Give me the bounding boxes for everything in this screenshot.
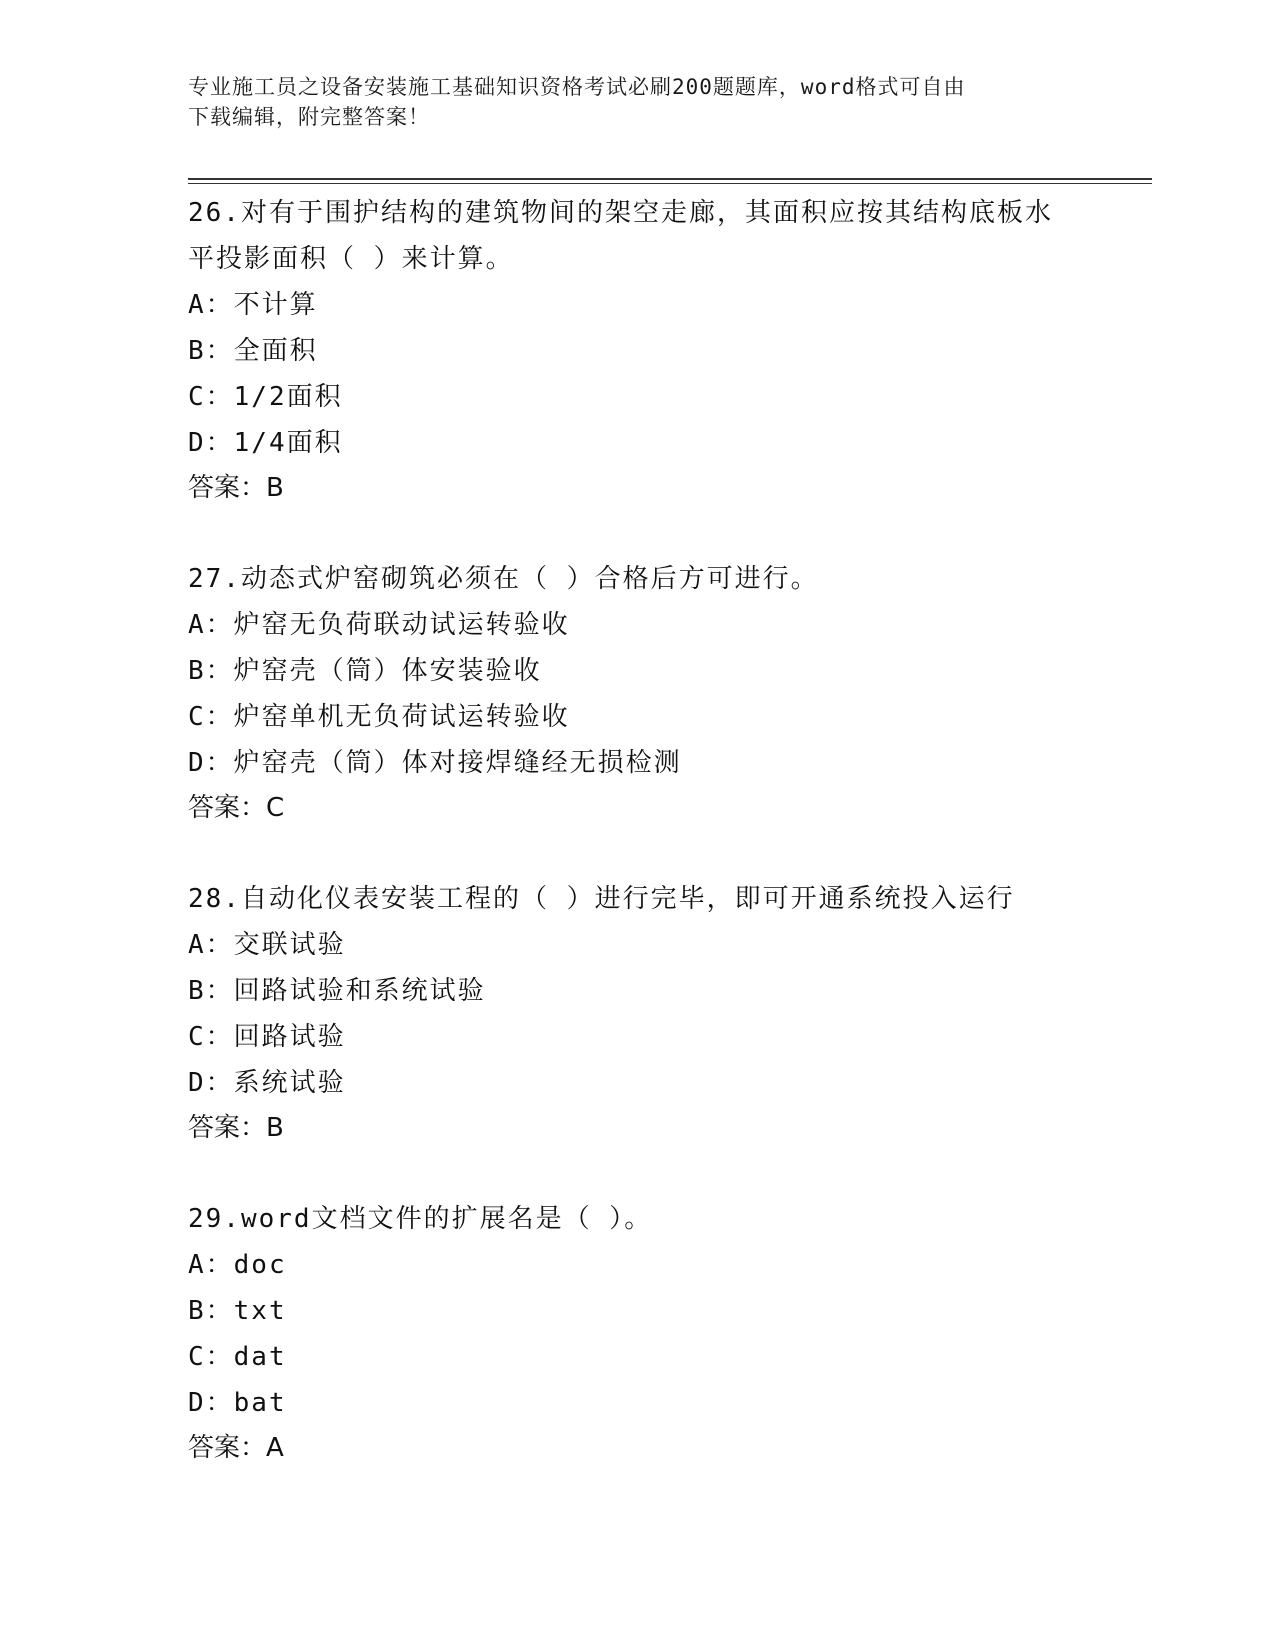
option-a: A：交联试验 <box>188 930 346 960</box>
question-spacer <box>188 830 1088 876</box>
question-stem: 29.word文档文件的扩展名是（ ）。 <box>188 1204 653 1234</box>
option-d: D：1/4面积 <box>188 428 343 458</box>
header-divider-thick <box>188 178 1152 180</box>
question-stem: 27.动态式炉窑砌筑必须在（ ）合格后方可进行。 <box>188 564 819 594</box>
answer-line: 答案：C <box>188 793 285 823</box>
answer-line: 答案：B <box>188 473 284 503</box>
header-line-1: 专业施工员之设备安装施工基础知识资格考试必刷200题题库，word格式可自由 <box>188 75 966 99</box>
document-header <box>188 72 1068 132</box>
option-d: D：bat <box>188 1388 287 1418</box>
question-stem: 28.自动化仪表安装工程的（ ）进行完毕，即可开通系统投入运行 <box>188 884 1015 914</box>
option-c: C：炉窑单机无负荷试运转验收 <box>188 702 570 732</box>
answer-line: 答案：B <box>188 1113 284 1143</box>
option-b: B：回路试验和系统试验 <box>188 976 486 1006</box>
option-b: B：全面积 <box>188 336 318 366</box>
header-line-2: 下载编辑，附完整答案！ <box>188 105 430 129</box>
question-stem: 26.对有于围护结构的建筑物间的架空走廊，其面积应按其结构底板水平投影面积（ ）来计算。 <box>188 198 1053 274</box>
option-d: D：炉窑壳（筒）体对接焊缝经无损检测 <box>188 748 682 778</box>
question-spacer <box>188 1150 1088 1196</box>
option-c: C：1/2面积 <box>188 382 343 412</box>
option-a: A：炉窑无负荷联动试运转验收 <box>188 610 570 640</box>
question-27 <box>188 556 1088 830</box>
answer-line: 答案：A <box>188 1433 284 1463</box>
option-b: B：txt <box>188 1296 287 1326</box>
header-divider-thin <box>188 183 1152 184</box>
option-d: D：系统试验 <box>188 1068 346 1098</box>
option-c: C：dat <box>188 1342 287 1372</box>
question-list <box>188 190 1088 1470</box>
question-26 <box>188 190 1088 510</box>
option-b: B：炉窑壳（筒）体安装验收 <box>188 656 542 686</box>
option-a: A：不计算 <box>188 290 318 320</box>
option-c: C：回路试验 <box>188 1022 346 1052</box>
question-28 <box>188 876 1088 1150</box>
question-spacer <box>188 510 1088 556</box>
option-a: A：doc <box>188 1250 287 1280</box>
question-29 <box>188 1196 1088 1470</box>
